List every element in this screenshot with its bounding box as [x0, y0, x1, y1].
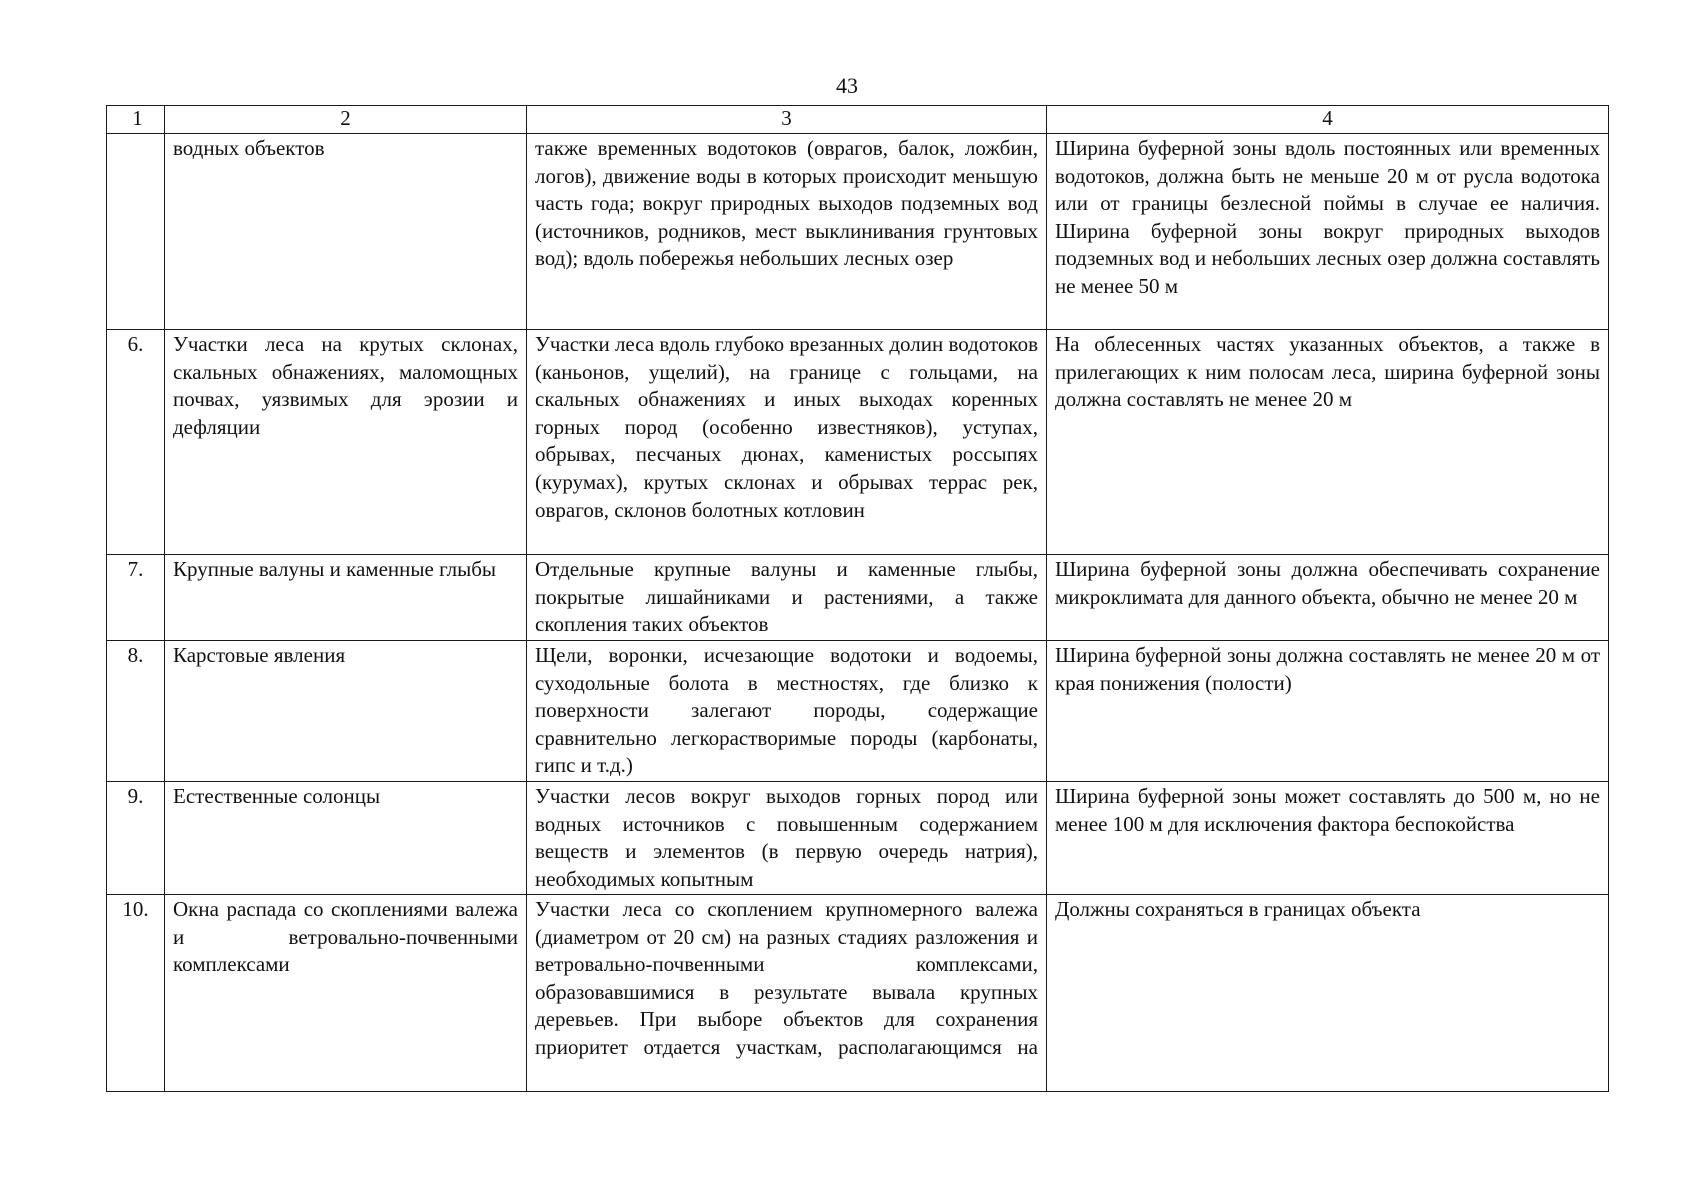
row-number: 7. [107, 555, 165, 641]
object-description-cell: Участки леса со скоплением крупномерного валежа (диаметром от 20 см) на разных стадиях разложения и ветровально-почвенными комплексами, образовавшимися в результате вывала крупных деревьев. При выборе объектов для сохранения приоритет отдается участкам, располагающимся на [527, 895, 1047, 1092]
table-header-row [107, 106, 1609, 134]
object-name-cell: водных объектов [165, 134, 527, 330]
buffer-zone-cell: Ширина буферной зоны должна обеспечивать сохранение микроклимата для данного объекта, обычно не менее 20 м [1047, 555, 1609, 641]
object-description-cell: Отдельные крупные валуны и каменные глыбы, покрытые лишайниками и растениями, а также скопления таких объектов [527, 555, 1047, 641]
page-number: 43 [836, 73, 858, 98]
buffer-zone-cell: Ширина буферной зоны вдоль постоянных или временных водотоков, должна быть не меньше 20 м от русла водотока или от границы безлесной поймы в случае ее наличия. Ширина буферной зоны вокруг природных выходов подземных вод и небольших лесных озер должна составлять не менее 50 м [1047, 134, 1609, 330]
row-number: 8. [107, 641, 165, 782]
object-name-cell: Окна распада со скоплениями валежа и ветровально-почвенными комплексами [165, 895, 527, 1092]
row-number [107, 134, 165, 330]
object-description-cell: Щели, воронки, исчезающие водотоки и водоемы, суходольные болота в местностях, где близко к поверхности залегают породы, содержащие сравнительно легкорастворимые породы (карбонаты, гипс и т.д.) [527, 641, 1047, 782]
object-name-cell: Карстовые явления [165, 641, 527, 782]
object-name-cell: Крупные валуны и каменные глыбы [165, 555, 527, 641]
table-row [107, 555, 1609, 641]
table-row [107, 134, 1609, 330]
table-row [107, 895, 1609, 1092]
object-description-cell: также временных водотоков (оврагов, балок, ложбин, логов), движение воды в которых происходит меньшую часть года; вокруг природных выходов подземных вод (источников, родников, мест выклинивания грунтовых вод); вдоль побережья небольших лесных озер [527, 134, 1047, 330]
buffer-zone-cell: Ширина буферной зоны должна составлять не менее 20 м от края понижения (полости) [1047, 641, 1609, 782]
table-row [107, 330, 1609, 555]
column-header-1: 1 [107, 106, 165, 134]
buffer-zone-cell: Должны сохраняться в границах объекта [1047, 895, 1609, 1092]
object-description-cell: Участки леса вдоль глубоко врезанных долин водотоков (каньонов, ущелий), на границе с гольцами, на скальных обнажениях и иных выходах коренных горных пород (особенно известняков), уступах, обрывах, песчаных дюнах, каменистых россыпях (курумах), крутых склонах и обрывах террас рек, оврагов, склонов болотных котловин [527, 330, 1047, 555]
buffer-zone-cell: Ширина буферной зоны может составлять до 500 м, но не менее 100 м для исключения фактора беспокойства [1047, 782, 1609, 895]
row-number: 6. [107, 330, 165, 555]
object-name-cell: Участки леса на крутых склонах, скальных обнажениях, маломощных почвах, уязвимых для эрозии и дефляции [165, 330, 527, 555]
column-header-3: 3 [527, 106, 1047, 134]
column-header-4: 4 [1047, 106, 1609, 134]
object-name-cell: Естественные солонцы [165, 782, 527, 895]
object-description-cell: Участки лесов вокруг выходов горных пород или водных источников с повышенным содержанием веществ и элементов (в первую очередь натрия), необходимых копытным [527, 782, 1047, 895]
buffer-zone-cell: На облесенных частях указанных объектов, а также в прилегающих к ним полосам леса, ширина буферной зоны должна составлять не менее 20 м [1047, 330, 1609, 555]
table-row [107, 641, 1609, 782]
row-number: 10. [107, 895, 165, 1092]
table-row [107, 782, 1609, 895]
row-number: 9. [107, 782, 165, 895]
column-header-2: 2 [165, 106, 527, 134]
document-table [106, 105, 1609, 1092]
